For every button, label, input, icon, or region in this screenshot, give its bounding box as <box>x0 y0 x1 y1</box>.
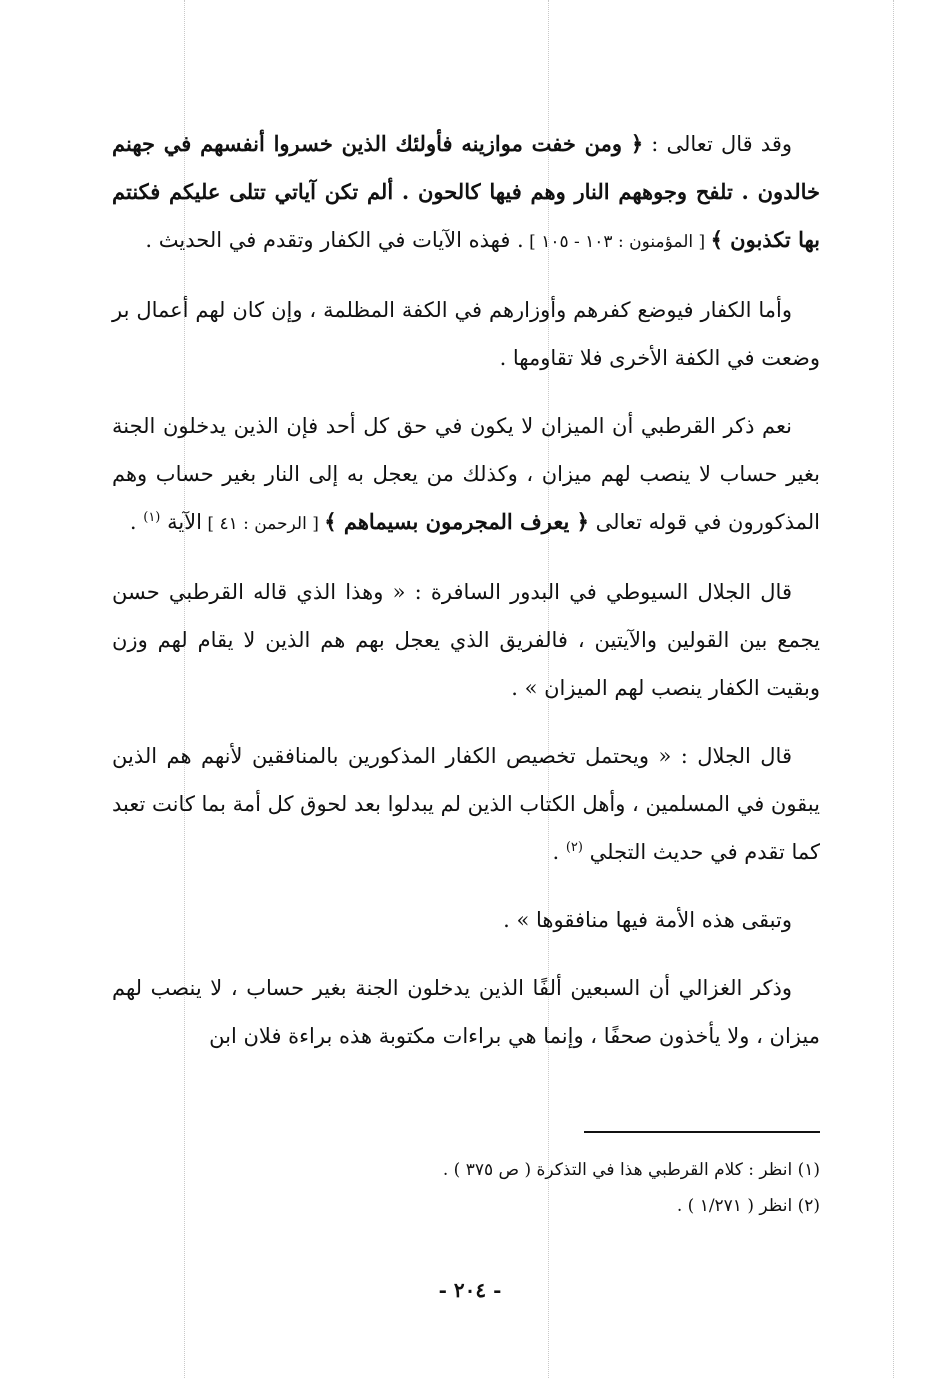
paragraph-end: . <box>129 510 144 534</box>
footnote-marker[interactable]: (٢) <box>565 840 583 855</box>
page-number: - ٢٠٤ - <box>438 1278 502 1302</box>
main-text <box>112 120 820 1080</box>
paragraph <box>112 732 820 876</box>
paragraph <box>112 964 820 1060</box>
verse-reference: [ المؤمنون : ١٠٣ - ١٠٥ ] <box>523 232 711 252</box>
paragraph <box>112 286 820 382</box>
paragraph <box>112 402 820 548</box>
paragraph-intro: وقد قال تعالى : <box>643 132 792 156</box>
paragraph <box>112 568 820 712</box>
paragraph-intro: نعم ذكر القرطبي أن الميزان لا يكون في حق كل أحد فإن الذين يدخلون الجنة بغير حساب لا ينصب لهم ميزان ، وكذلك من يعجل به إلى النار بغير حساب وهم المذكورون في قوله تعالى <box>112 414 820 534</box>
paragraph-end: . <box>552 840 566 864</box>
margin-guide-line <box>893 0 894 1378</box>
footnote-item: (١) انظر : كلام القرطبي هذا في التذكرة ( ص ٣٧٥ ) . <box>442 1160 820 1180</box>
footnote-item: (٢) انظر ( ١/٢٧١ ) . <box>676 1196 820 1216</box>
paragraph-text: وأما الكفار فيوضع كفرهم وأوزارهم في الكفة المظلمة ، وإن كان لهم أعمال بر وضعت في الكفة الأخرى فلا تقاومها . <box>112 298 820 370</box>
paragraph-text: قال الجلال السيوطي في البدور السافرة : « وهذا الذي قاله القرطبي حسن يجمع بين القولين والآيتين ، فالفريق الذي يعجل بهم هم الذين لا يقام لهم وزن وبقيت الكفار ينصب لهم الميزان » . <box>112 580 820 700</box>
paragraph-rest: . فهذه الآيات في الكفار وتقدم في الحديث . <box>145 228 524 252</box>
paragraph <box>112 896 820 944</box>
quran-verse: ﴿ يعرف المجرمون بسيماهم ﴾ <box>324 509 589 534</box>
verse-reference: [ الرحمن : ٤١ ] <box>201 514 325 534</box>
paragraph-text: وتبقى هذه الأمة فيها منافقوها » . <box>503 908 792 932</box>
paragraph <box>112 120 820 266</box>
paragraph-text: قال الجلال : « ويحتمل تخصيص الكفار المذكورين بالمنافقين لأنهم هم الذين يبقون في المسلمين ، وأهل الكتاب الذين لم يبدلوا بعد لحوق كل أمة بما كانت تعبد كما تقدم في حديث التجلي <box>111 744 820 864</box>
quran-verse: ﴿ ومن خفت موازينه فأولئك الذين خسروا أنفسهم في جهنم خالدون . تلفح وجوههم النار وهم فيها كالحون . ألم تكن آياتي تتلى عليكم فكنتم بها تكذبون ﴾ <box>112 131 820 252</box>
paragraph-rest: الآية <box>167 510 202 534</box>
footnotes <box>112 1152 820 1224</box>
footnote-divider <box>584 1131 820 1133</box>
paragraph-text: وذكر الغزالي أن السبعين ألفًا الذين يدخلون الجنة بغير حساب ، لا ينصب لهم ميزان ، ولا يأخذون صحفًا ، وإنما هي براءات مكتوبة هذه براءة فلان ابن <box>112 976 820 1048</box>
footnote-marker[interactable]: (١) <box>143 510 161 525</box>
